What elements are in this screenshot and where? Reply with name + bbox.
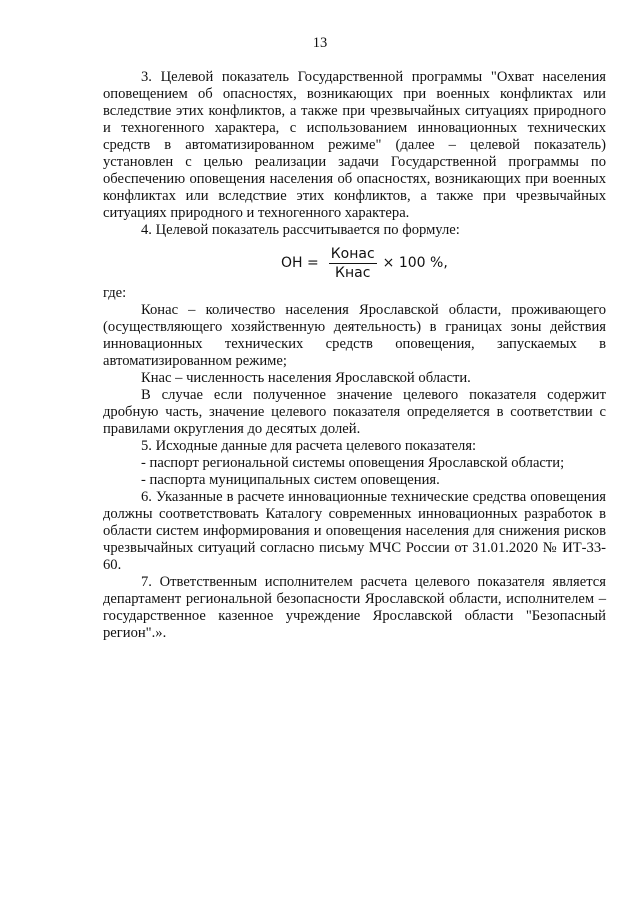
list-item-regional-passport: - паспорт региональной системы оповещения Ярославской области; — [141, 455, 565, 471]
formula-numerator: Конас — [330, 245, 375, 262]
paragraph-source-data: 5. Исходные данные для расчета целевого показателя: — [141, 438, 477, 454]
paragraph-knas-definition: Кнас – численность населения Ярославской области. — [141, 370, 471, 386]
where-label: где: — [103, 285, 127, 301]
formula-lhs: ОН = — [281, 254, 319, 271]
paragraph-catalog-compliance: 6. Указанные в расчете инновационные технические средства оповещения должны соответствовать Каталогу современных инновационных разработок в области систем информирования и оповещения населения для снижения рисков чрезвычайных ситуаций согласно письму МЧС России от 31.01.2020 № ИТ-33-60. — [103, 489, 606, 573]
list-item-municipal-passports: - паспорта муниципальных систем оповещения. — [141, 472, 440, 488]
formula — [103, 245, 606, 281]
paragraph-responsible-executor: 7. Ответственным исполнителем расчета целевого показателя является департамент региональной безопасности Ярославской области, исполнителем – государственное казенное учреждение Ярославской области "Безопасный регион".». — [103, 574, 606, 641]
paragraph-rounding-rule: В случае если полученное значение целевого показателя содержит дробную часть, значение целевого показателя определяется в соответствии с правилами округления до десятых долей. — [103, 387, 606, 437]
paragraph-konas-definition: Конас – количество населения Ярославской области, проживающего (осуществляющего хозяйственную деятельность) в границах зоны действия инновационных технических средств оповещения, запускаемых в автоматизированном режиме; — [103, 302, 606, 369]
document-body — [103, 69, 606, 642]
paragraph-formula-intro: 4. Целевой показатель рассчитывается по формуле: — [141, 222, 460, 238]
formula-fraction — [329, 246, 377, 281]
paragraph-target-indicator: 3. Целевой показатель Государственной программы "Охват населения оповещением об опасностях, возникающих при военных конфликтах или вследствие этих конфликтов, а также при чрезвычайных ситуациях природного и техногенного характера, с использованием инновационных технических средств в автоматизированном режиме" (далее – целевой показатель) установлен с целью реализации задачи Государственной программы по обеспечению оповещения населения об опасностях, возникающих при военных конфликтах или вследствие этих конфликтов, а также при чрезвычайных ситуациях природного и техногенного характера. — [103, 69, 606, 221]
page-number: 13 — [312, 35, 328, 51]
formula-denominator: Кнас — [335, 264, 371, 281]
formula-rhs: × 100 %, — [382, 254, 448, 271]
